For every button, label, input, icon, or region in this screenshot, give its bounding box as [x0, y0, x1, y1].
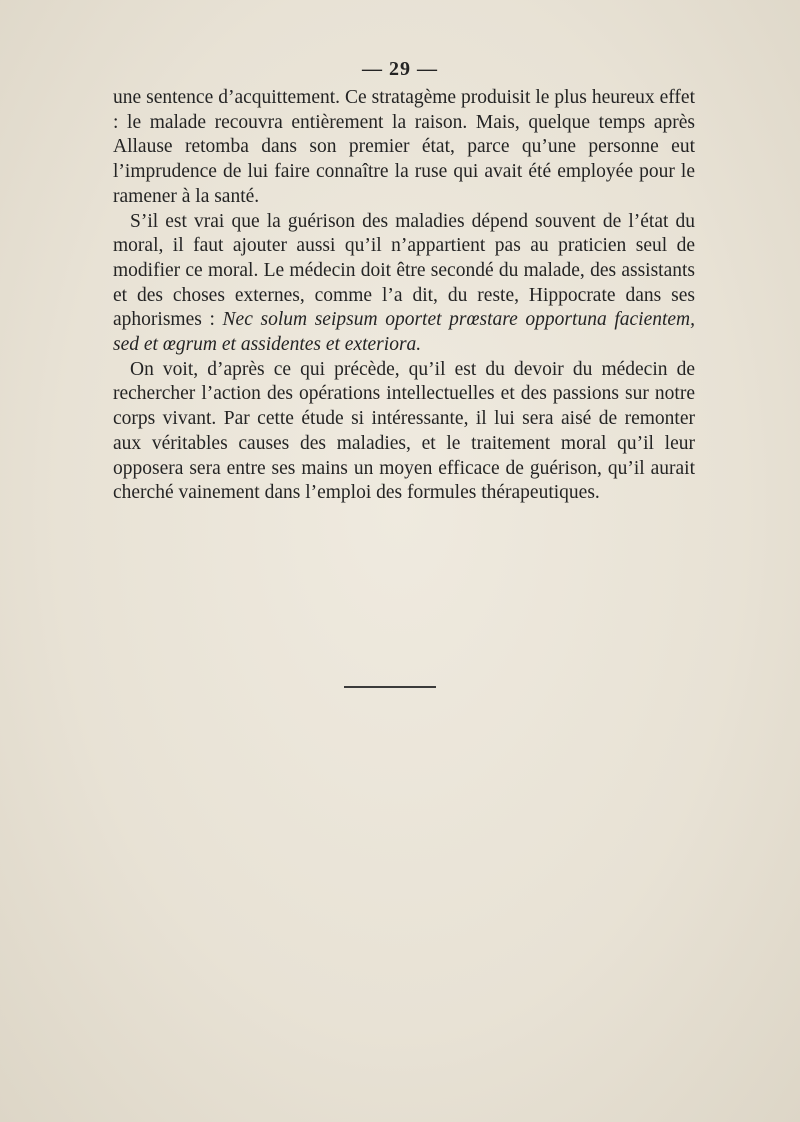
paragraph-doctor-duty: On voit, d’après ce qui précède, qu’il est du devoir du médecin de rechercher l’action des opérations intellectuelles et des passions sur notre corps vivant. Par cette étude si intéressante, il lui sera aisé de remonter aux véritables causes des maladies, et le traitement moral qu’il leur opposera sera entre ses mains un moyen efficace de guérison, qu’il aurait cherché vainement dans l’emploi des formules thérapeutiques. — [113, 358, 695, 504]
section-rule — [344, 686, 436, 688]
paragraph-acquittal: une sentence d’acquittement. Ce stratagème produisit le plus heureux effet : le malade recouvra entièrement la raison. Mais, quelque temps après Allause retomba dans son premier état, parce qu’une personne eut l’imprudence de lui faire connaître la ruse qui avait été employée pour le ramener à la santé. — [113, 87, 695, 207]
body-text — [113, 86, 695, 506]
hippocrates-quote: Nec solum seipsum oportet prœstare opportuna facientem, sed et œgrum et assidentes et exteriora. — [113, 309, 696, 356]
paragraph-moral-healing-text: S’il est vrai que la guérison des maladies dépend souvent de l’état du moral, il faut ajouter aussi qu’il n’appartient pas au praticien seul de modifier ce moral. Le médecin doit être secondé du malade, des assistants et des choses externes, comme l’a dit, du reste, Hippocrate dans ses aphorismes : — [113, 210, 695, 331]
paragraph-moral-healing — [113, 210, 695, 358]
page-number: — 29 — — [362, 58, 438, 80]
